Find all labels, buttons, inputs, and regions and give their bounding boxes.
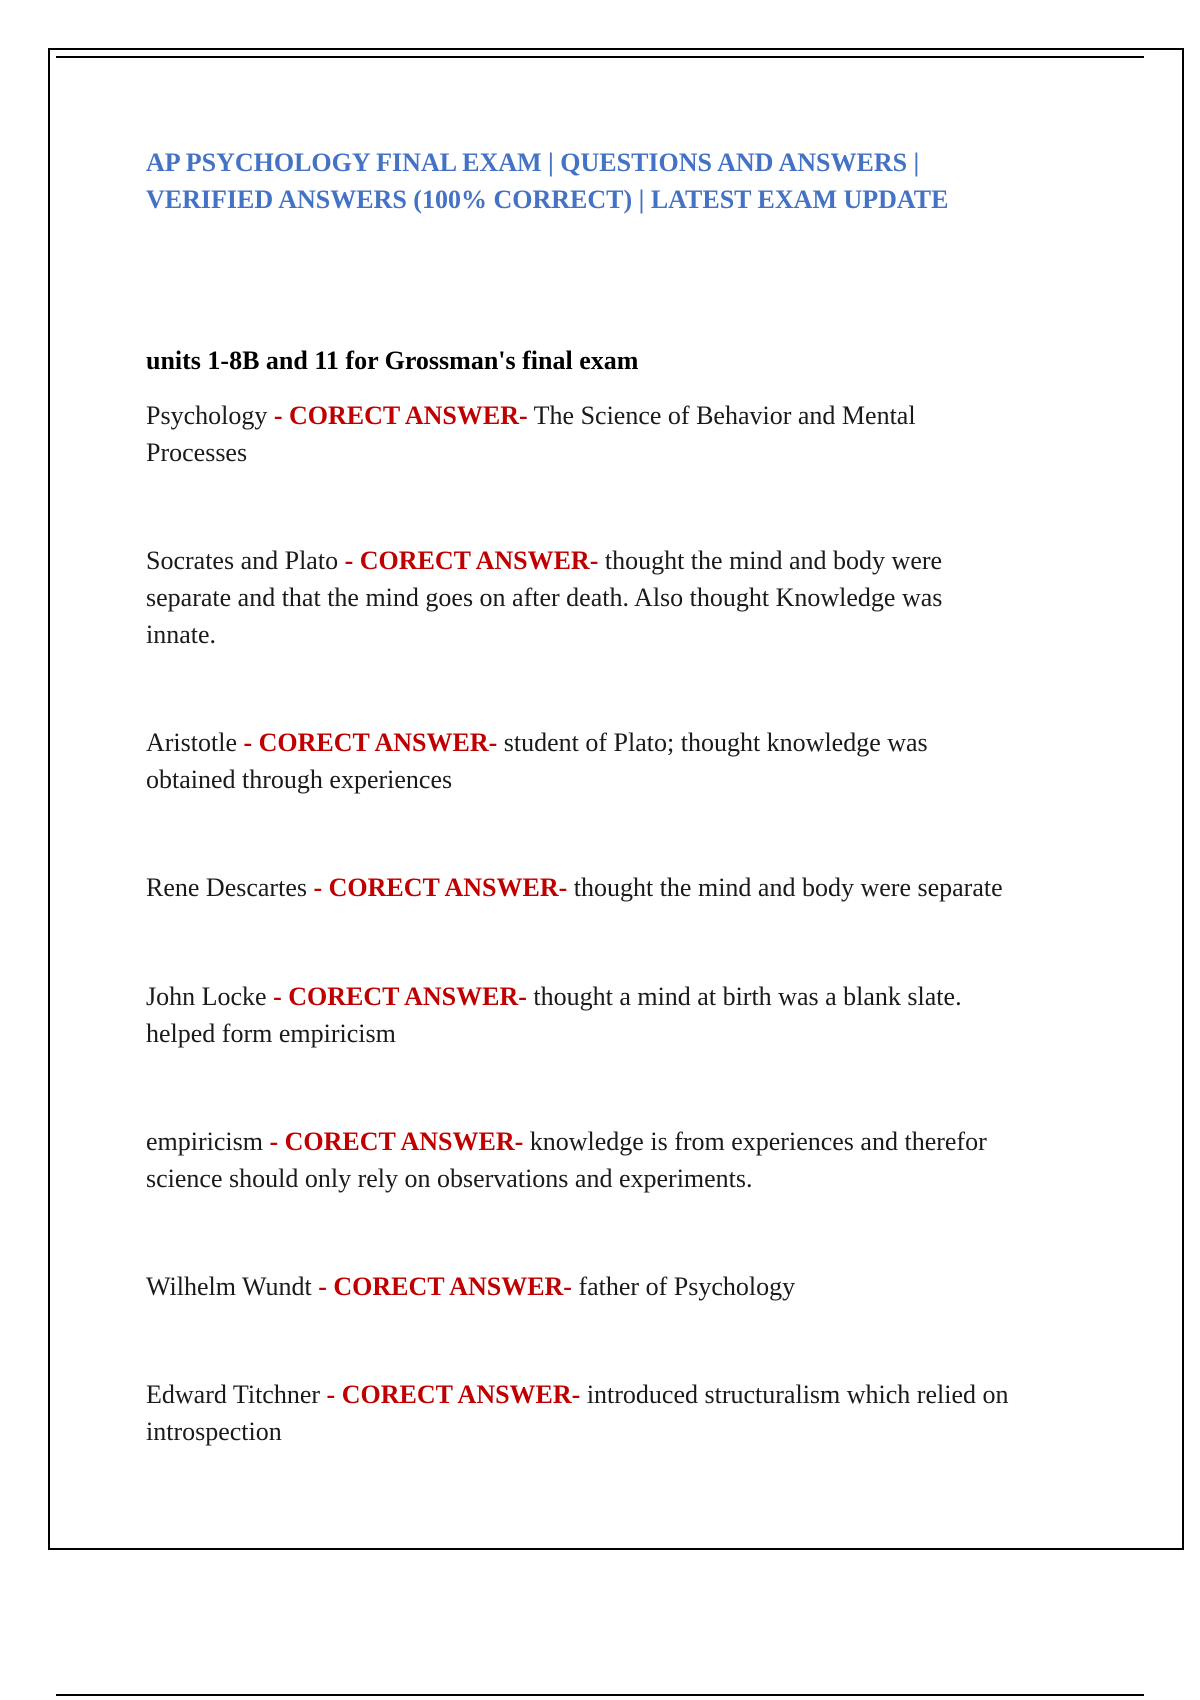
qa-entry-socrates-plato — [146, 542, 942, 653]
qa-term: Rene Descartes — [146, 873, 314, 902]
qa-line — [146, 1376, 1009, 1413]
bottom-rule — [56, 1694, 1144, 1696]
qa-line — [146, 542, 942, 579]
document-subtitle: units 1-8B and 11 for Grossman's final exam — [146, 346, 639, 375]
qa-line — [146, 1123, 987, 1160]
answer-marker: - CORECT ANSWER- — [344, 546, 599, 575]
qa-answer-continued: innate. — [146, 620, 217, 649]
qa-entry-empiricism — [146, 1123, 987, 1197]
qa-entry-locke — [146, 978, 962, 1052]
qa-answer: thought the mind and body were separate — [567, 873, 1003, 902]
qa-answer-continued: Processes — [146, 438, 248, 467]
qa-answer: introduced structuralism which relied on — [580, 1380, 1009, 1409]
qa-line — [146, 724, 928, 761]
answer-marker: - CORECT ANSWER- — [273, 982, 527, 1011]
answer-marker: - CORECT ANSWER- — [313, 873, 568, 902]
qa-answer: father of Psychology — [571, 1272, 796, 1301]
document-title — [146, 144, 1046, 218]
qa-entry-wundt — [146, 1268, 795, 1305]
qa-entry-descartes — [146, 869, 1003, 906]
title-line-2: VERIFIED ANSWERS (100% CORRECT) | LATEST EXAM UPDATE — [146, 185, 949, 214]
qa-term: Socrates and Plato — [146, 546, 345, 575]
qa-term: Edward Titchner — [146, 1380, 327, 1409]
answer-marker: - CORECT ANSWER- — [243, 728, 498, 757]
qa-answer: thought the mind and body were — [598, 546, 943, 575]
qa-answer-continued: helped form empiricism — [146, 1019, 396, 1048]
qa-entry-titchner — [146, 1376, 1009, 1450]
qa-line — [146, 397, 916, 434]
qa-term: Psychology — [146, 401, 274, 430]
qa-answer: student of Plato; thought knowledge was — [497, 728, 928, 757]
qa-line — [146, 869, 1003, 906]
qa-answer: The Science of Behavior and Mental — [527, 401, 916, 430]
qa-term: Wilhelm Wundt — [146, 1272, 319, 1301]
qa-line — [146, 978, 962, 1015]
qa-entry-aristotle — [146, 724, 928, 798]
qa-entry-psychology — [146, 397, 916, 471]
qa-line — [146, 1268, 795, 1305]
qa-answer: thought a mind at birth was a blank slate. — [526, 982, 962, 1011]
qa-answer-continued: science should only rely on observations and experiments. — [146, 1164, 753, 1193]
answer-marker: - CORECT ANSWER- — [326, 1380, 581, 1409]
qa-term: empiricism — [146, 1127, 270, 1156]
qa-answer-continued: separate and that the mind goes on after death. Also thought Knowledge was — [146, 583, 943, 612]
qa-answer-continued: introspection — [146, 1417, 282, 1446]
qa-answer-continued: obtained through experiences — [146, 765, 453, 794]
answer-marker: - CORECT ANSWER- — [269, 1127, 524, 1156]
qa-term: John Locke — [146, 982, 274, 1011]
qa-term: Aristotle — [146, 728, 244, 757]
answer-marker: - CORECT ANSWER- — [318, 1272, 572, 1301]
answer-marker: - CORECT ANSWER- — [273, 401, 528, 430]
qa-answer: knowledge is from experiences and therefor — [523, 1127, 987, 1156]
top-rule — [56, 56, 1144, 58]
page-frame — [48, 48, 1184, 1550]
title-line-1: AP PSYCHOLOGY FINAL EXAM | QUESTIONS AND ANSWERS | — [146, 148, 920, 177]
